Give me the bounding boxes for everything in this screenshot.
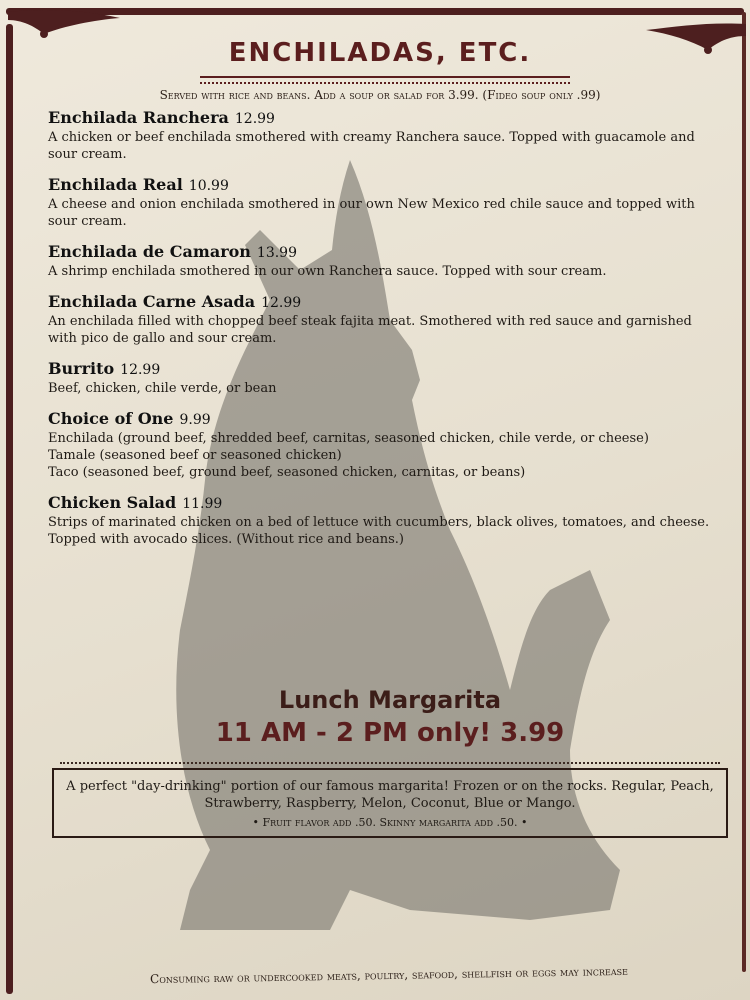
item-name: Enchilada Carne Asada [48,292,256,311]
item-name: Enchilada Real [48,175,183,194]
section-title: ENCHILADAS, ETC. [228,38,532,68]
promo-description: A perfect "day-drinking" portion of our famous margarita! Frozen or on the rocks. Regular, Peach, Strawberry, Raspberry, Melon, Coconut, Blue or Mango. [66,779,714,811]
item-description: A shrimp enchilada smothered in our own Ranchera sauce. Topped with sour cream. [48,264,607,279]
item-option-line: Taco (seasoned beef, ground beef, seasoned chicken, carnitas, or beans) [48,465,526,480]
item-name: Choice of One [48,409,174,428]
item-price: 10.99 [188,178,229,194]
right-flourish-ornament [640,20,750,60]
item-option-line: Enchilada (ground beef, shredded beef, carnitas, seasoned chicken, chile verde, or cheese) [48,431,649,446]
item-name: Enchilada Ranchera [48,108,229,127]
item-description: Beef, chicken, chile verde, or bean [48,381,277,396]
item-price: 9.99 [179,412,211,428]
menu-items-list [48,108,718,560]
menu-item [48,359,718,397]
promo-title: Lunch Margarita [278,686,502,714]
item-name: Burrito [48,359,115,378]
left-flourish-ornament [4,6,124,46]
menu-item [48,108,718,163]
menu-item [48,493,718,548]
promo-dotted-divider [60,762,720,764]
right-border [742,12,746,972]
item-option-line: Tamale (seasoned beef or seasoned chicken) [48,448,342,463]
item-description: A chicken or beef enchilada smothered with creamy Ranchera sauce. Topped with guacamole and sour cream. [48,130,695,162]
promo-subtitle: 11 AM - 2 PM only! 3.99 [215,718,565,748]
item-price: 12.99 [234,111,275,127]
item-price: 11.99 [182,496,223,512]
menu-item [48,175,718,230]
title-underline [200,76,570,78]
left-border [6,24,13,994]
section-subtitle: Served with rice and beans. Add a soup or salad for 3.99. (Fideo soup only .99) [159,88,601,102]
item-description: A cheese and onion enchilada smothered in our own New Mexico red chile sauce and topped with sour cream. [48,197,695,229]
item-price: 12.99 [120,362,161,378]
menu-item [48,409,718,481]
footer-disclaimer: Consuming raw or undercooked meats, poultry, seafood, shellfish or eggs may increase [149,963,629,987]
title-dotted-underline [200,82,570,84]
item-description: Strips of marinated chicken on a bed of lettuce with cucumbers, black olives, tomatoes, and cheese. Topped with avocado slices. (Without rice and beans.) [48,515,710,547]
item-description: An enchilada filled with chopped beef steak fajita meat. Smothered with red sauce and garnished with pico de gallo and sour cream. [48,314,692,346]
promo-box [52,768,728,838]
item-name: Chicken Salad [48,493,177,512]
item-name: Enchilada de Camaron [48,242,251,261]
item-price: 13.99 [256,245,298,261]
promo-note: • Fruit flavor add .50. Skinny margarita add .50. • [252,816,528,829]
menu-item [48,242,718,280]
menu-item [48,292,718,347]
item-price: 12.99 [261,295,302,311]
